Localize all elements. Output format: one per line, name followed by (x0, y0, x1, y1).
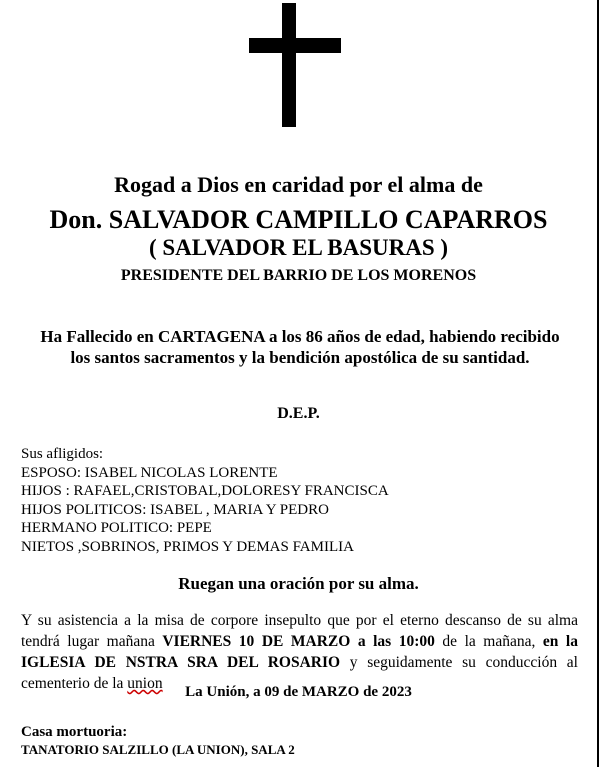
mass-text-misspelled: union (127, 675, 163, 692)
mass-text: Y su asistencia a la misa de corpore insepulto que por el eterno descanso de su alma tendrá lugar mañana (21, 612, 578, 650)
family-line: HIJOS : RAFAEL,CRISTOBAL,DOLORESY FRANCISCA (21, 483, 389, 499)
deceased-title: PRESIDENTE DEL BARRIO DE LOS MORENOS (120, 267, 477, 284)
mass-text: de la mañana, (434, 633, 543, 650)
cross-horizontal (249, 38, 341, 53)
mass-time: VIERNES 10 DE MARZO a las 10:00 (162, 633, 435, 650)
cross-icon (249, 3, 341, 127)
notice-date: La Unión, a 09 de MARZO de 2023 (185, 684, 412, 700)
family-line: HERMANO POLITICO: PEPE (21, 520, 212, 536)
family-line: NIETOS ,SOBRINOS, PRIMOS Y DEMAS FAMILIA (21, 538, 354, 555)
family-line: HIJOS POLITICOS: ISABEL , MARIA Y PEDRO (21, 501, 329, 518)
prayer-request: Ruegan una oración por su alma. (178, 574, 419, 593)
death-notice: Ha Fallecido en CARTAGENA a los 86 años de edad, habiendo recibido los santos sacramentos y la bendición apostólica de su santidad. (40, 327, 560, 367)
family-list (21, 445, 389, 556)
family-intro: Sus afligidos: (21, 446, 104, 462)
page-border (597, 0, 599, 767)
deceased-name: Don. SALVADOR CAMPILLO CAPARROS (49, 205, 548, 234)
dep-text: D.E.P. (277, 405, 320, 422)
invocation-line: Rogad a Dios en caridad por el alma de (114, 172, 483, 197)
cross-vertical (282, 3, 296, 127)
family-line: ESPOSO: ISABEL NICOLAS LORENTE (21, 464, 278, 481)
mass-paragraph (21, 610, 578, 694)
mass-church: en la IGLESIA DE NSTRA SRA DEL ROSARIO (21, 633, 578, 671)
casa-mortuoria-label: Casa mortuoria: (21, 724, 128, 740)
deceased-nickname: ( SALVADOR EL BASURAS ) (148, 235, 449, 260)
mass-text: y seguidamente su conducción al cementerio de la (21, 654, 578, 692)
casa-mortuoria-value: TANATORIO SALZILLO (LA UNION), SALA 2 (21, 742, 295, 757)
